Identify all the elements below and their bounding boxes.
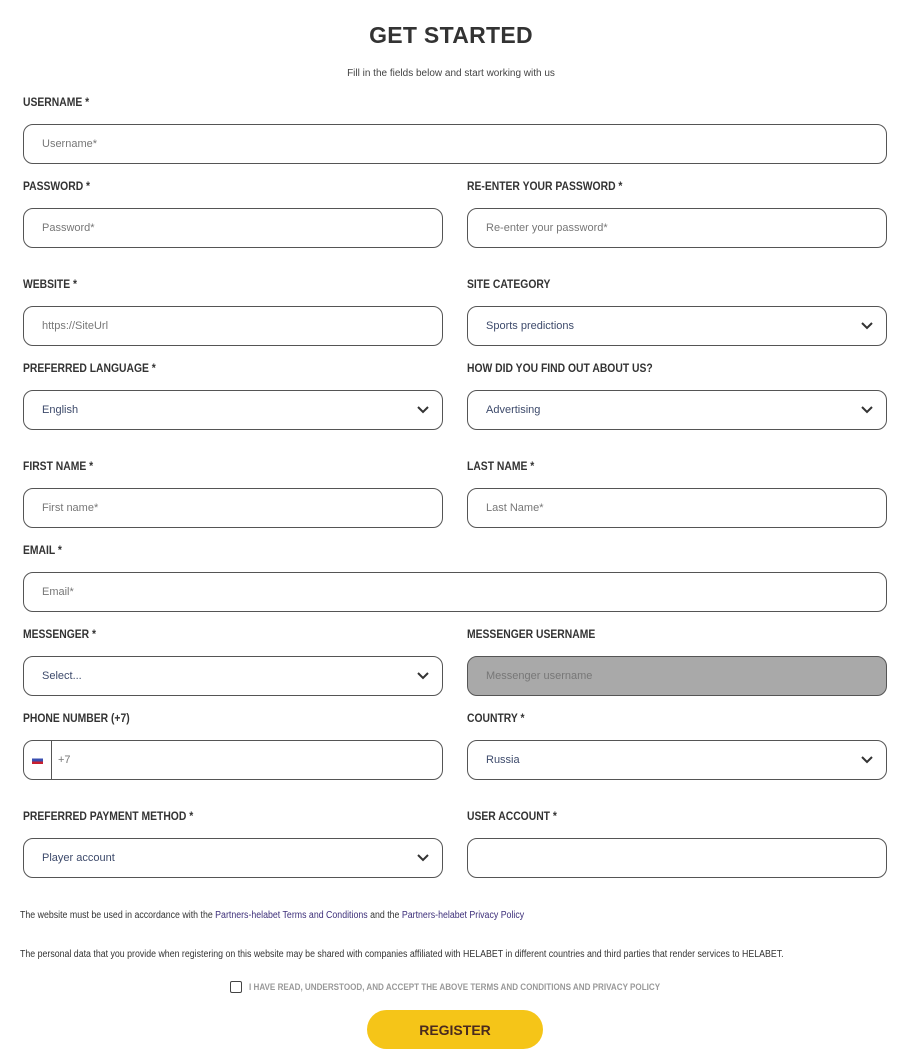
- last-name-label: LAST NAME *: [467, 461, 535, 473]
- found-us-label: HOW DID YOU FIND OUT ABOUT US?: [467, 363, 653, 375]
- chevron-down-icon: [860, 403, 874, 417]
- chevron-down-icon: [416, 669, 430, 683]
- terms-note-text: and the: [367, 910, 402, 921]
- website-input[interactable]: https://SiteUrl: [23, 306, 443, 346]
- payment-select[interactable]: [23, 838, 443, 878]
- page-subtitle: Fill in the fields below and start working with us: [347, 68, 555, 79]
- username-input[interactable]: Username*: [23, 124, 887, 164]
- messenger-select[interactable]: [23, 656, 443, 696]
- messenger-value: Select...: [42, 670, 82, 682]
- privacy-link[interactable]: Partners-helabet Privacy Policy: [401, 910, 525, 921]
- phone-input[interactable]: [23, 740, 443, 780]
- password-label: PASSWORD *: [23, 181, 91, 193]
- messenger-label: MESSENGER *: [23, 629, 97, 641]
- first-name-label: FIRST NAME *: [23, 461, 94, 473]
- chevron-down-icon: [416, 403, 430, 417]
- site-category-value: Sports predictions: [486, 320, 575, 332]
- site-category-label: SITE CATEGORY: [467, 279, 551, 291]
- phone-label: PHONE NUMBER (+7): [23, 713, 130, 725]
- language-select[interactable]: [23, 390, 443, 430]
- password-input[interactable]: Password*: [23, 208, 443, 248]
- repassword-label: RE-ENTER YOUR PASSWORD *: [467, 181, 623, 193]
- register-button[interactable]: REGISTER: [367, 1010, 543, 1049]
- messenger-username-label: MESSENGER USERNAME: [467, 629, 596, 641]
- site-category-select[interactable]: [467, 306, 887, 346]
- chevron-down-icon: [860, 319, 874, 333]
- personal-data-note: The personal data that you provide when registering on this website may be shared with companies affiliated with HELABET in different countries and third parties that render services to HELABET.: [20, 949, 784, 960]
- email-label: EMAIL *: [23, 545, 62, 557]
- russia-flag-icon[interactable]: [24, 741, 52, 779]
- user-account-label: USER ACCOUNT *: [467, 811, 557, 823]
- country-label: COUNTRY *: [467, 713, 525, 725]
- website-label: WEBSITE *: [23, 279, 78, 291]
- found-us-select[interactable]: [467, 390, 887, 430]
- country-value: Russia: [486, 754, 520, 766]
- email-input[interactable]: Email*: [23, 572, 887, 612]
- accept-terms-checkbox[interactable]: [230, 981, 242, 993]
- accept-terms-label[interactable]: I HAVE READ, UNDERSTOOD, AND ACCEPT THE ABOVE TERMS AND CONDITIONS AND PRIVACY POLICY: [249, 982, 661, 993]
- page-title: GET STARTED: [369, 22, 533, 48]
- language-value: English: [42, 404, 79, 416]
- found-us-value: Advertising: [486, 404, 541, 416]
- country-select[interactable]: [467, 740, 887, 780]
- last-name-input[interactable]: Last Name*: [467, 488, 887, 528]
- terms-note: [20, 910, 524, 921]
- messenger-username-input[interactable]: Messenger username: [467, 656, 887, 696]
- first-name-input[interactable]: First name*: [23, 488, 443, 528]
- chevron-down-icon: [860, 753, 874, 767]
- repassword-input[interactable]: Re-enter your password*: [467, 208, 887, 248]
- terms-link[interactable]: Partners-helabet Terms and Conditions: [215, 910, 368, 921]
- user-account-input[interactable]: [467, 838, 887, 878]
- chevron-down-icon: [416, 851, 430, 865]
- payment-value: Player account: [42, 852, 115, 864]
- language-label: PREFERRED LANGUAGE *: [23, 363, 156, 375]
- terms-note-text: The website must be used in accordance with the: [20, 910, 216, 921]
- username-label: USERNAME *: [23, 97, 90, 109]
- phone-value: +7: [58, 754, 71, 766]
- payment-label: PREFERRED PAYMENT METHOD *: [23, 811, 194, 823]
